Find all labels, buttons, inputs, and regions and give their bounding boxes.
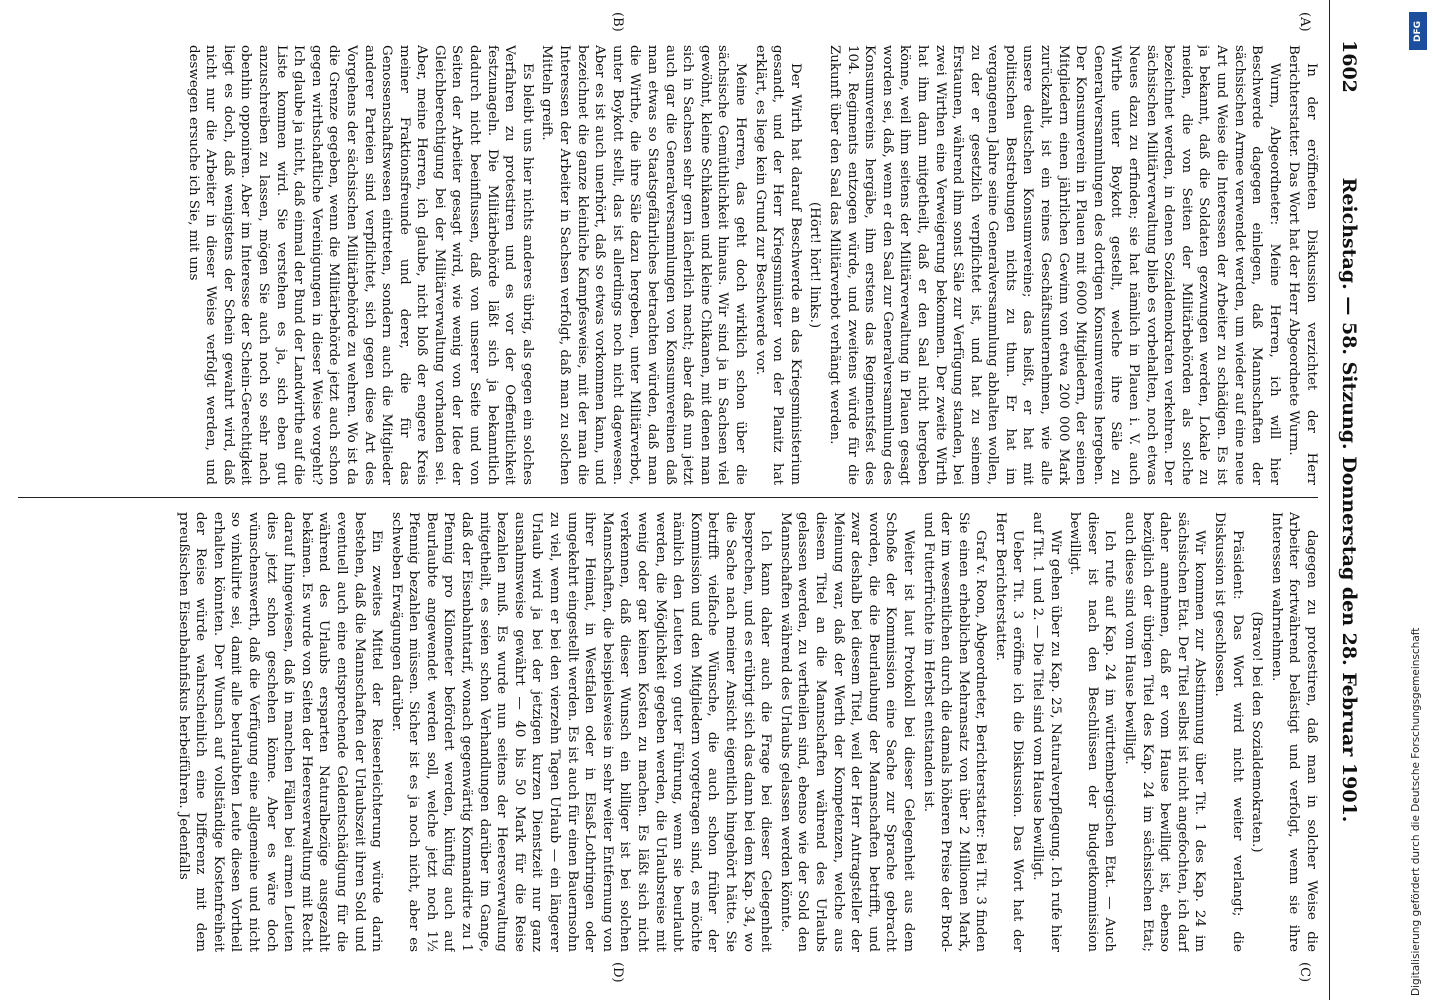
paragraph: Es bleibt uns hier nichts anderes übrig, als gegen ein solches Verfahren zu protestiren und es vor der Oeffentlichkeit festzunageln. Die Militärbehörde läßt sich ja bekanntlich dadurch nicht beeinflussen, daß von unserer Seite und von Seiten der Arbeiter gesagt wird, wie wenig von der Idee der Gleichberechtigung bei der Militärverwaltung vorhanden sei. Aber, meine Herren, ich glaube, nicht bloß der engere Kreis meiner Fraktionsfreunde und derer, die für das Genossenschaftswesen eintreten, sondern auch die Mitglieder anderer Parteien sind verpflichtet, sich gegen diese Art des Vorgehens der sächsischen Militärbehörde zu wehren. Wo ist da die Grenze gegeben, wenn die Militärbehörde jetzt auch schon gegen wirthschaftliche Vereinigungen in dieser Weise vorgeht? Ich glaube ja nicht, daß einmal der Bund der Landwirthe auf die Liste kommen wird. Sie verstehen es ja, sich eben gut anzuschreiben zu lassen, mögen Sie auch noch so sehr nach obenhin opponiren. Aber im Interesse der Schein-Gerechtigkeit liegt es doch, daß wenigstens der Schein gewahrt wird, daß nicht nur die Arbeiter in dieser Weise verfolgt werden, und deswegen ersuche ich Sie, mit uns xyxy=(185,45,535,485)
paragraph: Graf v. Roon, Abgeordneter, Berichterstatter: Bei Tit. 3 finden Sie einen erheblichen Mehransatz von über 2 Millionen Mark, der im wesentlichen durch die damals höheren Preise der Brod- und Futterfrüchte im Herbst entstanden ist. xyxy=(920,512,989,952)
page-header xyxy=(1329,0,1370,1000)
paragraph: Wurm, Abgeordneter: Meine Herren, ich will hier Beschwerde dagegen einlegen, daß Mannschaften der sächsischen Armee verwendet werden, um wieder auf eine neue Art und Weise die Interessen der Arbeiter zu schädigen. Es ist ja bekannt, daß die Soldaten gezwungen werden, Lokale zu meiden, die von Seiten der Militärbehörden als solche bezeichnet werden, in denen Sozialdemokraten verkehren. Der sächsischen Militärverwaltung blieb es vorbehalten, noch etwas Neues dazu zu erfinden; sie hat nämlich in Plauen i. V. auch Wirthe unter Boykott gestellt, welche ihre Säle zu Generalversammlungen des dortigen Konsumvereins hergeben. Der Konsumverein in Plauen mit 6000 Mitgliedern, der seinen Mitgliedern einen jährlichen Gewinn von etwa 200 000 Mark zurückzahlt, ist ein reines Geschäftsunternehmen, wie alle unsere deutschen Konsumvereine; das heißt, er hat mit politischen Bestrebungen nichts zu thun. Er hat im vergangenen Jahre seine Generalversammlung abhalten wollen, zu der er gesetzlich verpflichtet ist, und hat zu seinem Erstaunen, während ihm sonst Säle zur Verfügung standen, bei zwei Wirthen eine Verweigerung bekommen. Der zweite Wirth hat ihm dann mitgetheilt, daß er den Saal nicht hergeben könne, weil ihm seitens der Militärverwaltung in Plauen gesagt worden sei, daß, wenn er den Saal zur Generalversammlung des Konsumvereins hergäbe, ihm erstens das Regimentsfest des 104. Regiments entzogen würde, und zweitens würde für die Zukunft über den Saal das Militärverbot verhängt werden. xyxy=(826,45,1282,485)
left-column xyxy=(10,45,1320,485)
paragraph: Ein zweites Mittel der Reiseerleichterung würde darin bestehen, daß die Mannschaften der Urlaubszeit ihren Sold und eventuell auch eine entsprechende Geldentschädigung für die während des Urlaubs ersparten Naturalbezüge ausgezahlt bekämen. Es wurde von Seiten der Heeresverwaltung mit Recht darauf hingewiesen, daß in manchen Fällen bei armen Leuten dies jetzt schon geschehen könne. Aber es wäre doch wünschenswerth, daß die Verfügung eine allgemeine und nicht so vinkulirte sei, damit alle beurlaubten Leute diesen Vortheil erhalten könnten. Der Wunsch auf vollständige Kostenfreiheit der Reise würde wahrscheinlich eine Differenz mit dem preußischen Eisenbahnfiskus herbeiführen. Jedenfalls xyxy=(175,512,385,952)
page-number: 1602 xyxy=(1338,40,1360,93)
interjection: (Bravo! bei den Sozialdemokraten.) xyxy=(1249,611,1265,853)
paragraph: Ueber Tit. 3 eröffne ich die Diskussion. Das Wort hat der Herr Berichterstatter. xyxy=(992,512,1026,952)
column-divider xyxy=(18,497,1318,498)
page-title: Reichstag. — 58. Sitzung. Donnerstag den 28. Februar 1901. xyxy=(1338,177,1360,823)
margin-marker-d: (D) xyxy=(610,962,625,983)
paragraph: Präsident: Das Wort wird nicht weiter verlangt; die Diskussion ist geschlossen. xyxy=(1212,512,1245,952)
paragraph: Ich rufe auf Kap. 24 im württembergischen Etat. — Auch dieser ist nach den Beschlüssen der Budgetkommission bewilligt. xyxy=(1067,512,1118,952)
paragraph: Wir gehen über zu Kap. 25, Naturalverpflegung. Ich rufe hier auf Tit. 1 und 2. — Die Titel sind vom Hause bewilligt. xyxy=(1030,512,1063,952)
interjection: (Hört! hört! links.) xyxy=(807,201,823,329)
paragraph: dagegen zu protestiren, daß man in solcher Weise die Arbeiter fortwährend belästigt und verfolgt, wenn sie ihre Interessen wahrnehmen. xyxy=(1268,512,1319,952)
digitization-credit: Digitalisierung gefördert durch die Deutsche Forschungsgemeinschaft xyxy=(1410,627,1422,996)
margin-marker-b: (B) xyxy=(610,12,625,32)
paragraph: Weiter ist laut Protokoll bei dieser Gelegenheit aus dem Schoße der Kommission eine Sache zur Sprache gebracht worden, die die Beurlaubung der Mannschaften betrifft, und zwar deshalb bei diesem Titel, weil der Herr Antragsteller der Meinung war, daß der Werth der Kompetenzen, welche aus diesem Titel an die Mannschaften während des Urlaubs gelassen werden, zu vertheilen sind, ebenso wie der Sold den Mannschaften während des Urlaubs gelassen werden könnte. xyxy=(777,512,916,952)
dfg-logo: DFG xyxy=(1409,12,1427,50)
paragraph: Ich kann daher auch die Frage bei dieser Gelegenheit besprechen, und es erübrigt sich das dann bei dem Kap. 34, wo die Sache nach meiner Ansicht eigentlich hingehört hätte. Sie betrifft vielfache Wünsche, die auch schon früher der Kommission und den Mitgliedern vorgetragen sind, es möchte nämlich den Leuten von guter Führung, wenn sie beurlaubt werden, die Möglichkeit gegeben werden, die Urlaubsreise mit wenig oder gar keinen Kosten zu machen. Es läßt sich nicht verkennen, daß dieser Wunsch ein billiger ist bei solchen Mannschaften, die beispielsweise in sehr weiter Entfernung von ihrer Heimat, in Westfalen oder in Elsaß-Lothringen oder umgekehrt eingestellt werden. Es ist auch für einen Bauernsohn zu viel, wenn er bei den vierzehn Tagen Urlaub — ein längerer Urlaub wird ja bei der jetzigen kurzen Dienstzeit nur ganz ausnahmsweise gewährt — 40 bis 50 Mark für die Reise bezahlen muß. Es wurde nun seitens der Heeresverwaltung mitgetheilt, es seien schon Verhandlungen darüber im Gange, daß der Eisenbahntarif, wonach gegenwärtig Kommandirte zu 1 Pfennig pro Kilometer befördert werden, künftig auch auf Beurlaubte angewendet werden soll, welche jetzt noch 1½ Pfennig bezahlen müssen. Sicher ist es ja noch nicht, aber es schweben Erwägungen darüber. xyxy=(388,512,774,952)
margin-marker-c: (C) xyxy=(1297,962,1312,983)
paragraph: Meine Herren, das geht doch wirklich schon über die sächsische Gemüthlichkeit hinaus. Wir sind ja in Sachsen viel gewöhnt, kleine Schikanen und kleine Chikanen, mit denen man sich in Sachsen sehr gern lächerlich macht; aber daß nun jetzt auch gar die Generalversammlungen von Konsumvereinen daß man etwas so Staatsgefährliches betrachten würden, daß man die Wirthe, die ihre Säle dazu hergeben, unter Militärverbot, unter Boykott stellt, das ist allerdings noch nicht dagewesen. Aber es ist auch unerhört, daß so etwas vorkommen kann, und bezeichnet die ganze kleinliche Kampfesweise, mit der man die Interessen der Arbeiter in Sachsen verfolgt, daß man zu solchen Mitteln greift. xyxy=(539,45,748,485)
paragraph: Wir kommen zur Abstimmung über Tit. 1 des Kap. 24 im sächsischen Etat. Der Titel selbst ist nicht angefochten, ich darf daher annehmen, daß er vom Hause bewilligt ist, ebenso bezüglich der übrigen Titel des Kap. 24 im sächsischen Etat; auch diese sind vom Hause bewilligt. xyxy=(1122,512,1208,952)
digitization-sidebar xyxy=(1406,8,1430,998)
paragraph: In der eröffneten Diskussion verzichtet der Herr Berichterstatter. Das Wort hat der Herr Abgeordnete Wurm. xyxy=(1286,45,1319,485)
right-column xyxy=(10,512,1320,952)
margin-marker-a: (A) xyxy=(1297,12,1312,32)
paragraph: Der Wirth hat darauf Beschwerde an das Kriegsministerium gesandt, und der Herr Kriegsminister von der Planitz hat erklärt, es liege kein Grund zur Beschwerde vor. xyxy=(752,45,803,485)
